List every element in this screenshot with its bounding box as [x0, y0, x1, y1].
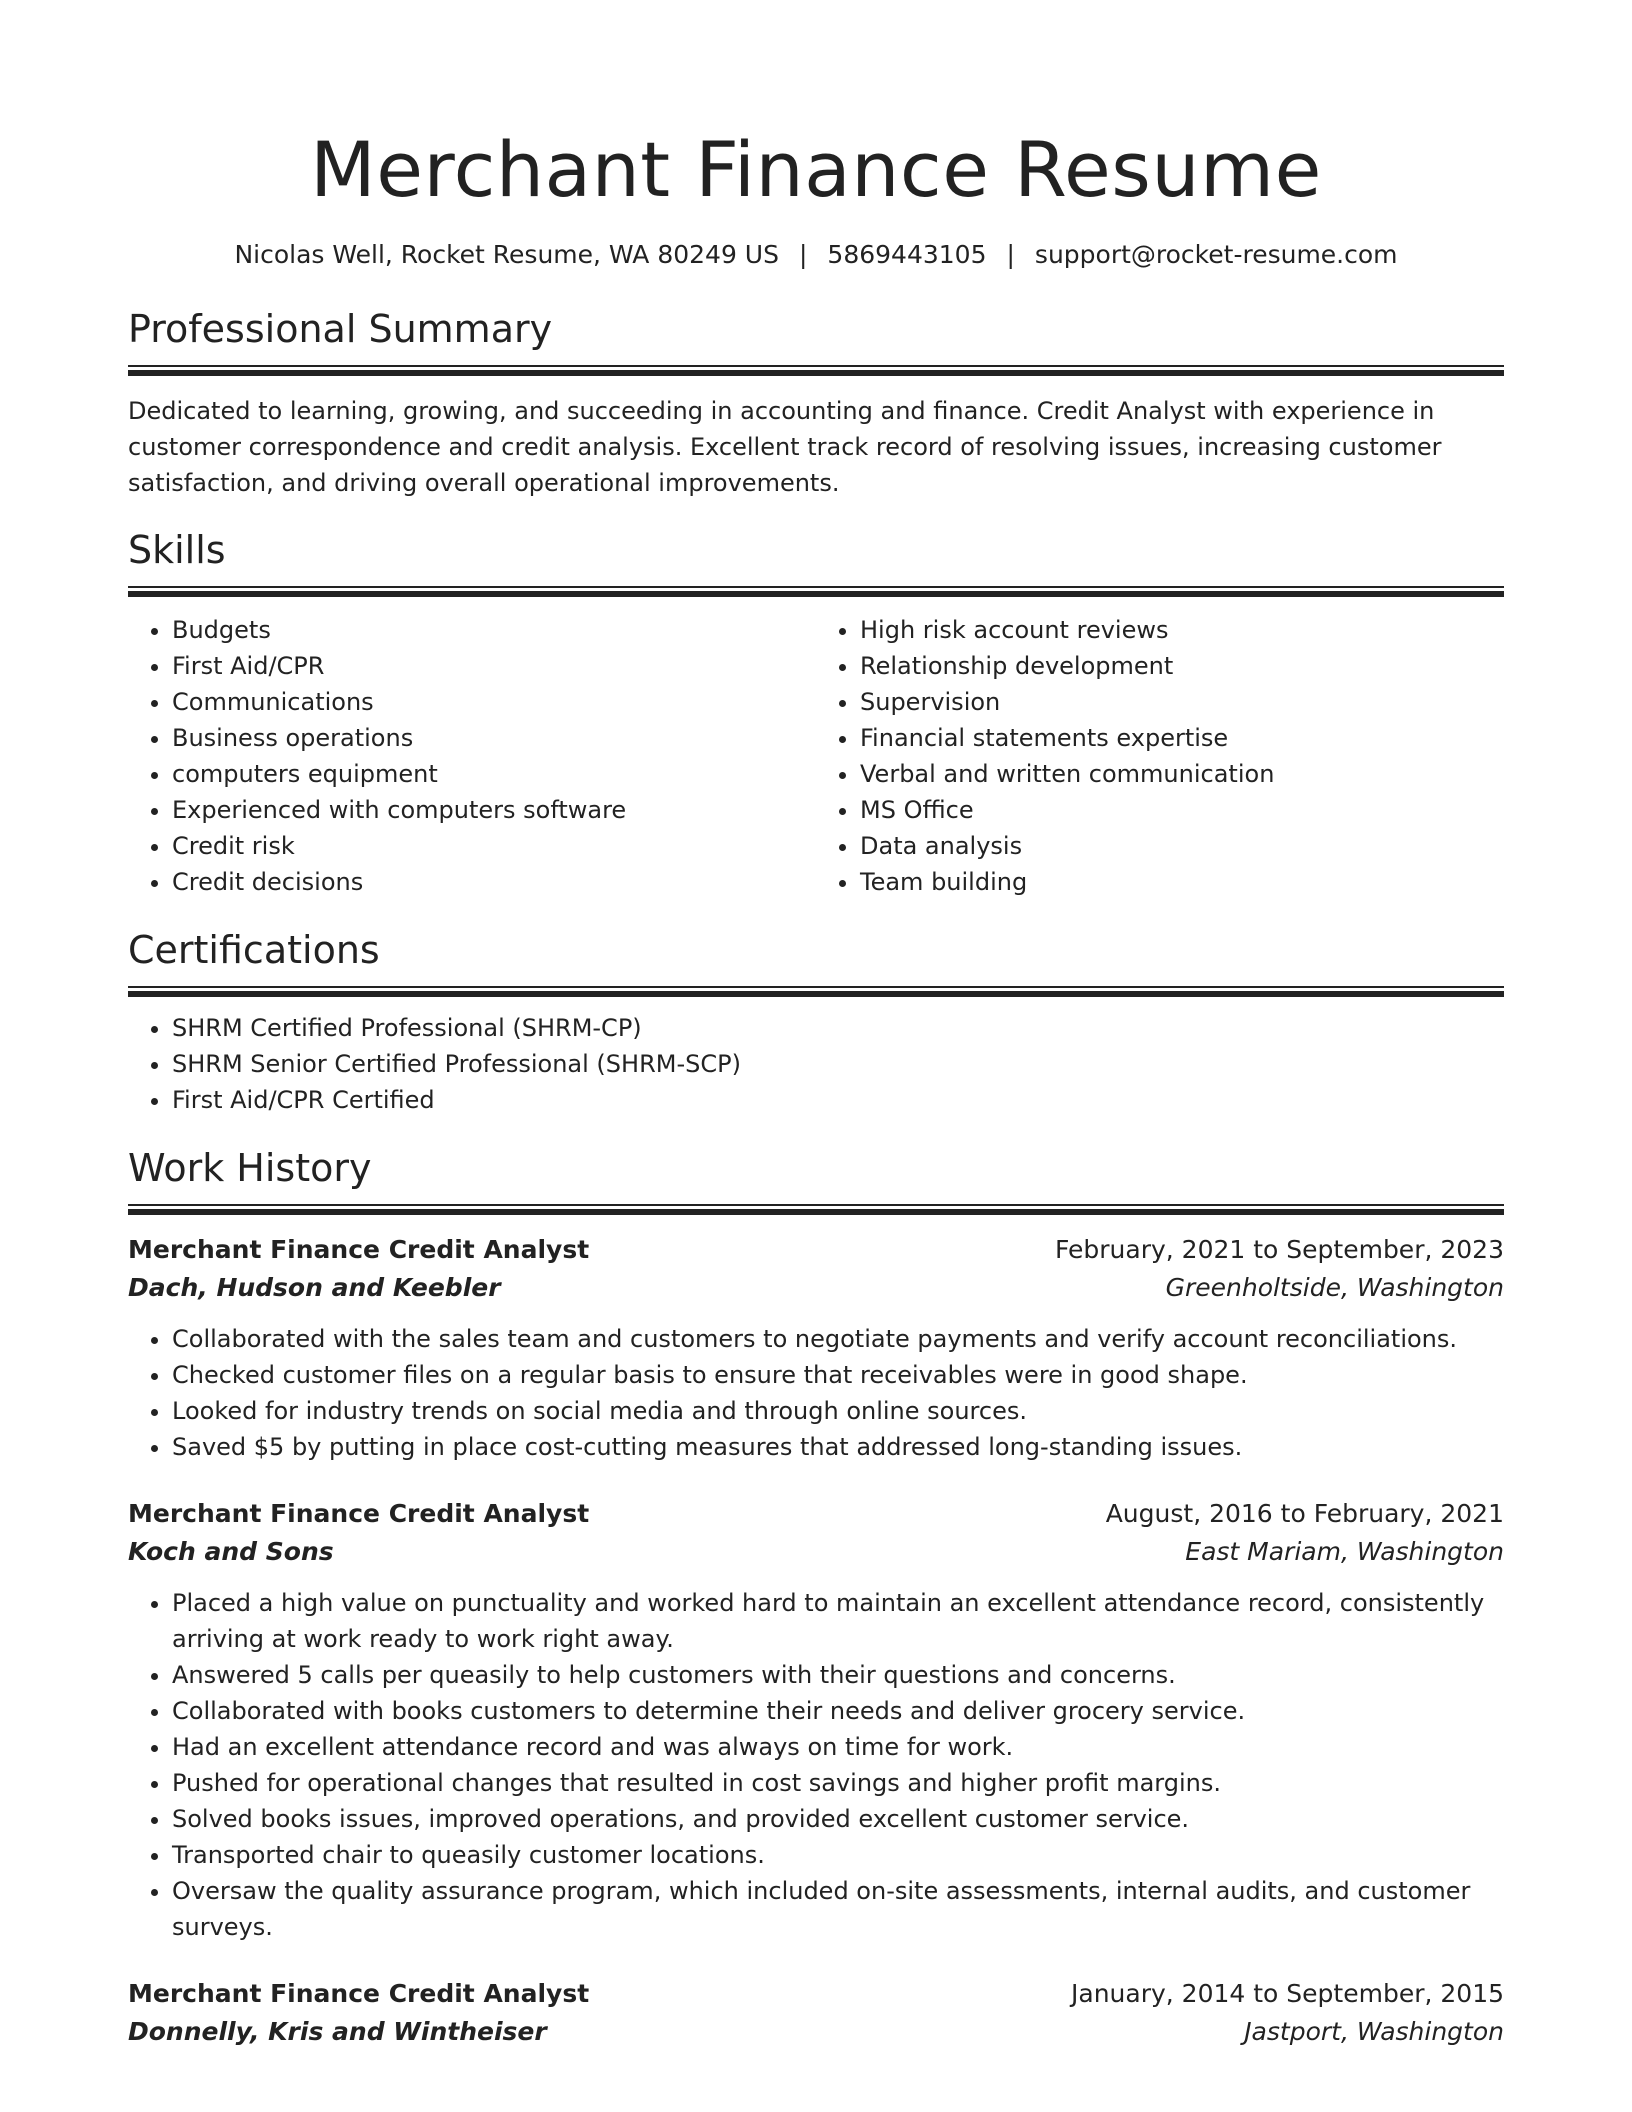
- contact-address: Nicolas Well, Rocket Resume, WA 80249 US: [234, 240, 779, 269]
- skills-columns: [128, 612, 1504, 900]
- page-title: Merchant Finance Resume: [310, 125, 1322, 214]
- skill-item: • Credit decisions: [172, 864, 816, 900]
- skill-item: • Budgets: [172, 612, 816, 648]
- contact-separator: |: [798, 240, 808, 269]
- job-bullet: • Collaborated with books customers to determine their needs and deliver grocery service.: [172, 1693, 1504, 1729]
- skill-item: • Verbal and written communication: [860, 756, 1504, 792]
- job-company: Koch and Sons: [128, 1537, 334, 1566]
- contact-email: support@rocket-resume.com: [1034, 240, 1398, 269]
- job-bullet: • Looked for industry trends on social media and through online sources.: [172, 1393, 1504, 1429]
- job-bullets: [128, 1585, 1504, 1945]
- job-bullet: • Oversaw the quality assurance program, which included on-site assessments, internal audits, and customer surveys.: [172, 1873, 1504, 1945]
- skill-item: • First Aid/CPR: [172, 648, 816, 684]
- job-title: Merchant Finance Credit Analyst: [128, 1979, 590, 2008]
- skill-item: • Experienced with computers software: [172, 792, 816, 828]
- job-company: Dach, Hudson and Keebler: [128, 1273, 501, 1302]
- job-dates: January, 2014 to September, 2015: [1071, 1979, 1504, 2008]
- section-divider: [128, 365, 1504, 376]
- contact-phone: 5869443105: [827, 240, 987, 269]
- skill-item: • Business operations: [172, 720, 816, 756]
- job-bullet: • Pushed for operational changes that resulted in cost savings and higher profit margins.: [172, 1765, 1504, 1801]
- job-subheader: [128, 2013, 1504, 2051]
- job-subheader: [128, 1533, 1504, 1571]
- certification-item: • First Aid/CPR Certified: [172, 1082, 1504, 1118]
- skill-item: • Supervision: [860, 684, 1504, 720]
- job-bullet: • Answered 5 calls per queasily to help customers with their questions and concerns.: [172, 1657, 1504, 1693]
- job-location: Jastport, Washington: [1244, 2017, 1504, 2046]
- skill-item: • Team building: [860, 864, 1504, 900]
- job-bullet: • Collaborated with the sales team and customers to negotiate payments and verify account reconciliations.: [172, 1321, 1504, 1357]
- skill-item: • Data analysis: [860, 828, 1504, 864]
- job-dates: February, 2021 to September, 2023: [1055, 1235, 1504, 1264]
- job-entry: [128, 1975, 1504, 2051]
- job-title: Merchant Finance Credit Analyst: [128, 1499, 590, 1528]
- skill-item: • Communications: [172, 684, 816, 720]
- section-heading-certifications: Certifications: [128, 928, 380, 972]
- skill-item: • MS Office: [860, 792, 1504, 828]
- section-divider: [128, 1204, 1504, 1215]
- job-location: Greenholtside, Washington: [1165, 1273, 1504, 1302]
- certification-item: • SHRM Certified Professional (SHRM-CP): [172, 1010, 1504, 1046]
- job-bullet: • Placed a high value on punctuality and worked hard to maintain an excellent attendance record, consistently arriving at work ready to work right away.: [172, 1585, 1504, 1657]
- job-header: [128, 1495, 1504, 1533]
- skill-item: • Credit risk: [172, 828, 816, 864]
- job-header: [128, 1231, 1504, 1269]
- summary-text: Dedicated to learning, growing, and succeeding in accounting and finance. Credit Analyst with experience in customer correspondence and credit analysis. Excellent track record of resolving issues, increasing customer satisfaction, and driving overall operational improvements.: [128, 397, 1442, 497]
- contact-separator: |: [1006, 240, 1015, 269]
- job-bullet: • Transported chair to queasily customer locations.: [172, 1837, 1504, 1873]
- skill-item: • Relationship development: [860, 648, 1504, 684]
- job-bullet: • Saved $5 by putting in place cost-cutting measures that addressed long-standing issues.: [172, 1429, 1504, 1465]
- job-bullet: • Had an excellent attendance record and was always on time for work.: [172, 1729, 1504, 1765]
- skill-item: • High risk account reviews: [860, 612, 1504, 648]
- certification-item: • SHRM Senior Certified Professional (SHRM-SCP): [172, 1046, 1504, 1082]
- job-subheader: [128, 1269, 1504, 1307]
- contact-line: [128, 238, 1504, 272]
- summary-section: [128, 305, 1504, 501]
- skill-item: • Financial statements expertise: [860, 720, 1504, 756]
- job-bullet: • Solved books issues, improved operations, and provided excellent customer service.: [172, 1801, 1504, 1837]
- job-bullets: [128, 1321, 1504, 1465]
- certifications-section: [128, 926, 1504, 1118]
- skills-list-left: [128, 612, 816, 900]
- job-entry: [128, 1231, 1504, 1465]
- section-divider: [128, 586, 1504, 597]
- job-title: Merchant Finance Credit Analyst: [128, 1235, 590, 1264]
- skills-list-right: [816, 612, 1504, 900]
- job-bullet: • Checked customer files on a regular basis to ensure that receivables were in good shape.: [172, 1357, 1504, 1393]
- section-heading-work-history: Work History: [128, 1146, 372, 1190]
- skill-item: • computers equipment: [172, 756, 816, 792]
- section-heading-summary: Professional Summary: [128, 307, 553, 351]
- work-history-section: [128, 1144, 1504, 2051]
- job-header: [128, 1975, 1504, 2013]
- job-company: Donnelly, Kris and Wintheiser: [128, 2017, 547, 2046]
- skills-section: [128, 526, 1504, 900]
- certifications-list: [128, 1010, 1504, 1118]
- job-entry: [128, 1495, 1504, 1945]
- job-dates: August, 2016 to February, 2021: [1105, 1499, 1504, 1528]
- section-divider: [128, 986, 1504, 997]
- job-location: East Mariam, Washington: [1185, 1537, 1504, 1566]
- section-heading-skills: Skills: [128, 528, 226, 572]
